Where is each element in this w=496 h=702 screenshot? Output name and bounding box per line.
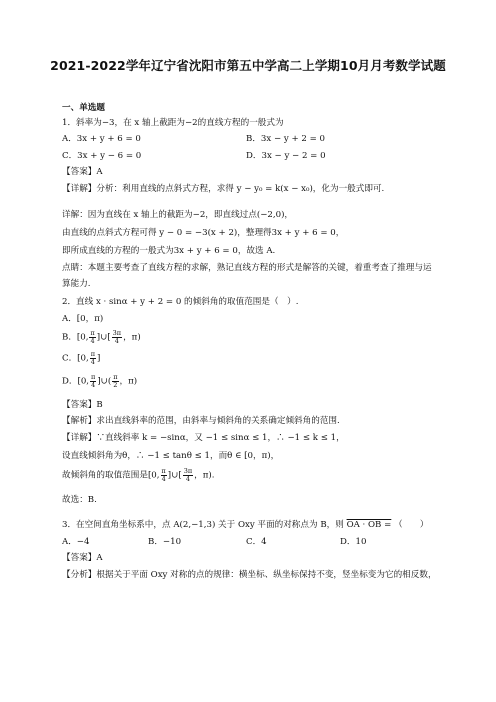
q1-analysis: 【详解】分析：利用直线的点斜式方程，求得 y − y₀ = k(x − x₀)，化为一般式即可. <box>62 184 385 194</box>
q2-option-b-union: ]∪[ <box>96 332 111 343</box>
document-title: 2021-2022学年辽宁省沈阳市第五中学高二上学期10月月考数学试题 <box>50 58 446 73</box>
section-heading: 一、单选题 <box>62 103 105 113</box>
q3-paren: （ ） <box>394 520 429 530</box>
q2-option-c-suffix: ] <box>97 353 101 364</box>
q3-analysis: 【分析】根据关于平面 Oxy 对称的点的规律：横坐标、纵坐标保持不变，竖坐标变为它的相反数， <box>62 570 437 580</box>
frac-denominator: 4 <box>91 380 96 389</box>
q2-detail-3-union: ]∪[ <box>167 470 182 481</box>
q2-option-c <box>62 351 100 365</box>
q2-option-c-prefix: C．[0, <box>62 353 89 364</box>
q3-stem-text: 3．在空间直角坐标系中，点 A(2,−1,3) 关于 Oxy 平面的对称点为 B，则 <box>62 520 344 530</box>
q1-point-2: 算能力. <box>62 279 91 289</box>
q3-option-a: A．−4 <box>62 537 90 547</box>
q2-detail-1: 【详解】∵直线斜率 k = −sinα，又 −1 ≤ sinα ≤ 1，∴ −1 ≤ k ≤ 1， <box>62 433 345 443</box>
frac-numerator: π <box>90 329 95 337</box>
q2-option-d-frac-1 <box>90 374 96 388</box>
q1-option-b: B．3x − y + 2 = 0 <box>246 134 326 144</box>
q2-option-b-frac-1 <box>89 330 95 344</box>
q2-detail-3-frac-2 <box>183 468 193 482</box>
q2-option-b <box>62 330 141 344</box>
q3-option-c: C．4 <box>246 537 267 547</box>
q1-point-1: 点睛：本题主要考查了直线方程的求解，熟记直线方程的形式是解答的关键，着重考查了推理与运 <box>62 263 432 273</box>
q1-answer: 【答案】A <box>62 167 103 177</box>
q2-option-d <box>62 374 137 388</box>
frac-denominator: 4 <box>185 474 190 483</box>
q2-stem: 2．直线 x · sinα + y + 2 = 0 的倾斜角的取值范围是（ ）. <box>62 297 299 307</box>
frac-numerator: 3π <box>112 329 122 337</box>
frac-denominator: 2 <box>113 380 118 389</box>
q2-choose: 故选：B. <box>62 495 97 505</box>
q1-stem: 1．斜率为−3，在 x 轴上截距为−2的直线方程的一般式为 <box>62 118 284 128</box>
q2-option-d-prefix: D．[0, <box>62 376 90 387</box>
q2-option-d-union: ]∪( <box>97 376 112 387</box>
q1-detail-2: 由直线的点斜式方程可得 y − 0 = −3(x + 2)，整理得3x + y + 6 = 0， <box>62 228 345 238</box>
q3-answer: 【答案】A <box>62 553 103 563</box>
frac-numerator: π <box>113 373 118 381</box>
q3-option-d: D．10 <box>340 537 367 547</box>
q2-detail-2: 设直线倾斜角为θ，∴ −1 ≤ tanθ ≤ 1，而θ ∈ [0，π)， <box>62 451 280 461</box>
q1-detail-3: 即所成直线的方程的一般式为3x + y + 6 = 0，故选 A. <box>62 246 276 256</box>
q2-detail-3-frac-1 <box>161 468 167 482</box>
q2-detail-3-prefix: 故倾斜角的取值范围是[0, <box>62 470 160 481</box>
q3-stem <box>62 520 428 531</box>
frac-numerator: 3π <box>183 467 193 475</box>
q2-option-d-frac-2 <box>112 374 118 388</box>
q2-option-b-suffix: ，π) <box>123 332 141 343</box>
q2-detail-3 <box>62 468 214 482</box>
q2-option-b-frac-2 <box>112 330 122 344</box>
q3-vector-expression: OA · OB = <box>346 520 392 530</box>
q1-option-d: D．3x − y − 2 = 0 <box>246 151 326 161</box>
q3-option-b: B．−10 <box>148 537 182 547</box>
frac-denominator: 4 <box>114 336 119 345</box>
q2-option-d-suffix: ，π) <box>119 376 138 387</box>
frac-denominator: 4 <box>90 336 95 345</box>
frac-numerator: π <box>91 373 96 381</box>
frac-numerator: π <box>90 350 96 358</box>
q1-option-a: A．3x + y + 6 = 0 <box>62 134 141 144</box>
q2-option-a: A．[0，π) <box>62 314 104 324</box>
q2-analysis: 【解析】求出直线斜率的范围，由斜率与倾斜角的关系确定倾斜角的范围. <box>62 416 340 426</box>
frac-numerator: π <box>161 467 166 475</box>
q2-detail-3-suffix: ，π). <box>194 470 215 481</box>
q2-option-c-frac <box>90 351 96 365</box>
q2-option-b-prefix: B．[0, <box>62 332 89 343</box>
q2-answer: 【答案】B <box>62 400 103 410</box>
frac-denominator: 4 <box>161 474 166 483</box>
frac-denominator: 4 <box>90 357 95 366</box>
q1-option-c: C．3x + y − 6 = 0 <box>62 151 142 161</box>
q1-detail-1: 详解：因为直线在 x 轴上的截距为−2，即直线过点(−2,0)， <box>62 210 294 220</box>
